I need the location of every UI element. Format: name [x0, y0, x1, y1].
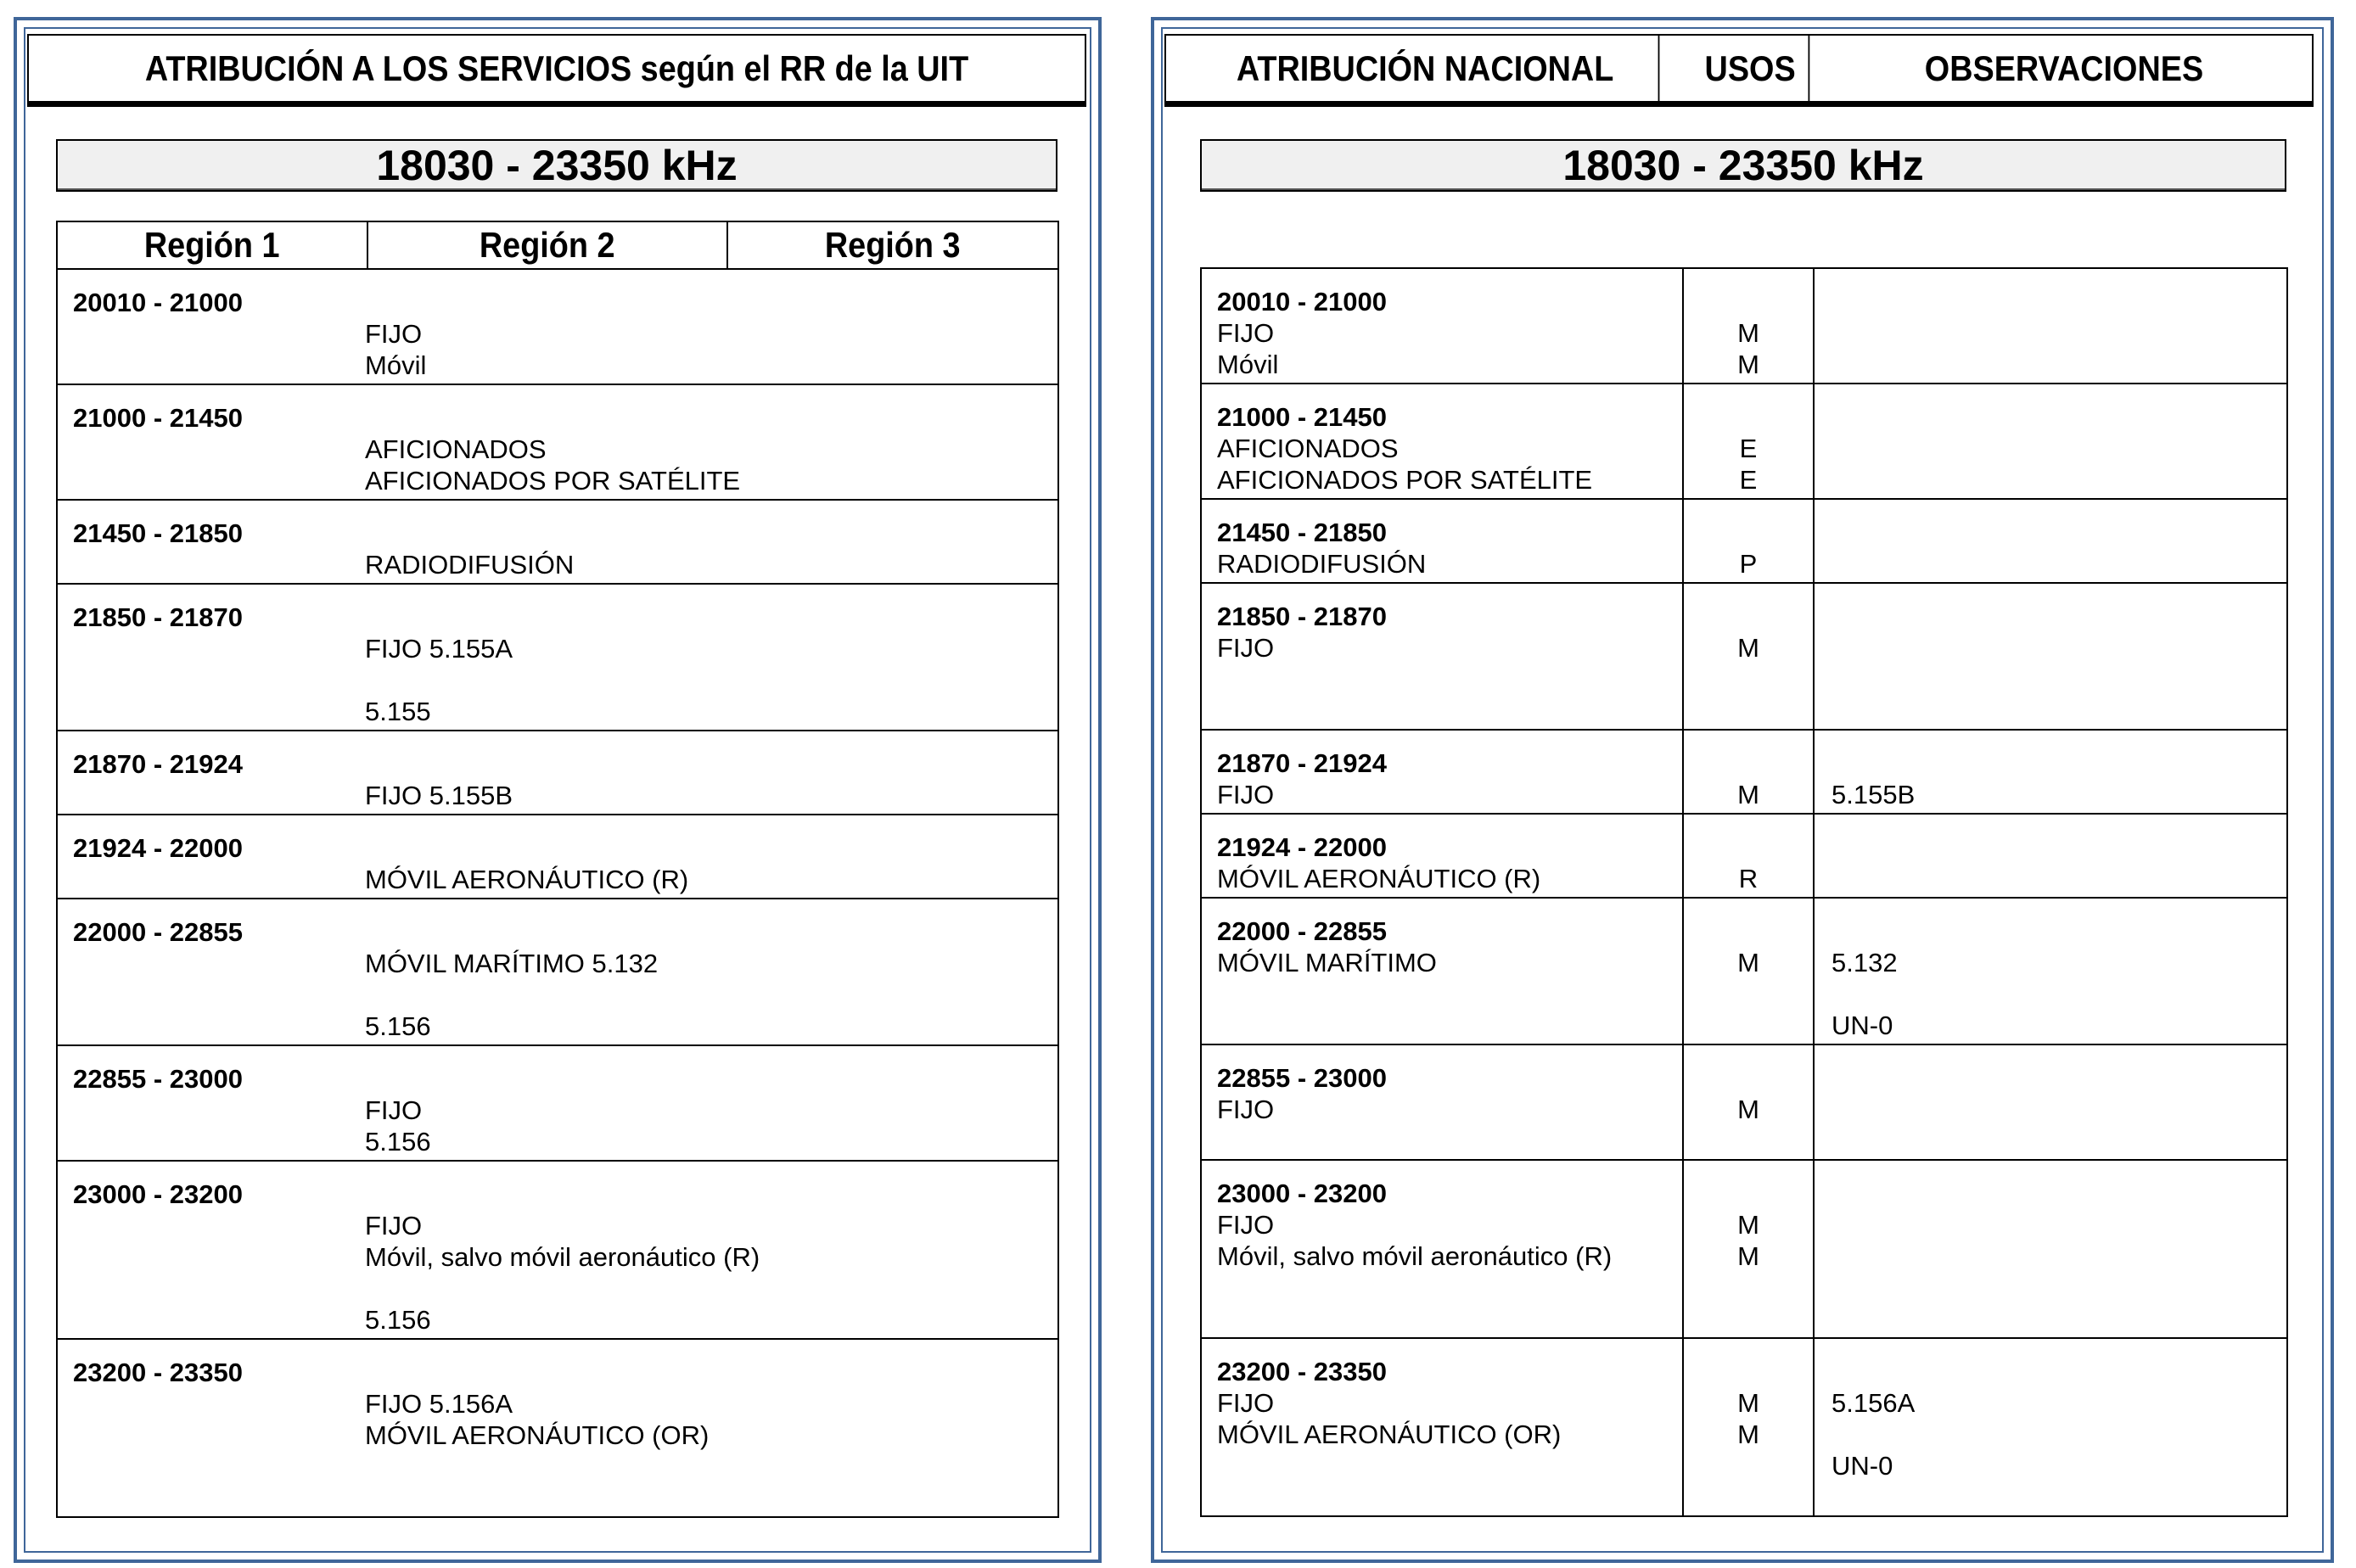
usage-code: M — [1737, 1420, 1759, 1449]
national-cell — [1201, 384, 1683, 499]
observation-note: 5.132 — [1832, 948, 1898, 977]
national-row — [1201, 499, 2287, 583]
region-1-header: Región 1 — [57, 221, 367, 269]
observation-note: UN-0 — [1832, 1451, 1893, 1481]
usage-code: M — [1737, 948, 1759, 977]
allocation-row — [57, 1161, 1058, 1339]
frequency-range: 23200 - 23350 — [1217, 1357, 1387, 1386]
usage-code: M — [1737, 780, 1759, 809]
usos-cell — [1683, 1044, 1814, 1160]
usos-title: USOS — [1692, 36, 1810, 101]
allocation-cell — [57, 815, 1058, 899]
frequency-range: 23200 - 23350 — [73, 1358, 243, 1387]
service-line: AFICIONADOS POR SATÉLITE — [1217, 465, 1593, 495]
allocation-cell — [57, 731, 1058, 815]
usage-code: M — [1737, 318, 1759, 348]
allocation-content — [58, 1162, 1057, 1336]
service-line: MÓVIL AERONÁUTICO (OR) — [365, 1420, 710, 1450]
allocation-content — [58, 585, 1057, 727]
allocation-row — [57, 384, 1058, 500]
national-cell — [1201, 1160, 1683, 1338]
service-line: AFICIONADOS — [1217, 434, 1399, 463]
usage-code: M — [1737, 633, 1759, 663]
national-row — [1201, 1160, 2287, 1338]
usage-code: M — [1737, 1095, 1759, 1124]
allocation-cell — [57, 500, 1058, 584]
usos-cell — [1683, 583, 1814, 730]
observation-note: UN-0 — [1832, 1011, 1893, 1040]
national-cell — [1201, 814, 1683, 898]
observaciones-cell — [1814, 1044, 2287, 1160]
allocation-row — [57, 500, 1058, 584]
service-line: FIJO — [365, 319, 423, 349]
frequency-range: 21850 - 21870 — [73, 602, 243, 632]
observaciones-title: OBSERVACIONES — [1924, 48, 2204, 88]
national-row — [1201, 384, 2287, 499]
observaciones-cell — [1814, 499, 2287, 583]
frequency-range: 22000 - 22855 — [73, 917, 243, 947]
national-band-range: 18030 - 23350 kHz — [1200, 139, 2286, 192]
national-cell — [1201, 1338, 1683, 1516]
service-line: FIJO — [1217, 318, 1275, 348]
national-cell — [1201, 1044, 1683, 1160]
observaciones-cell — [1814, 814, 2287, 898]
allocation-row — [57, 731, 1058, 815]
service-line: 5.155 — [365, 697, 431, 726]
service-line: Móvil — [365, 350, 427, 380]
frequency-range: 21924 - 22000 — [1217, 832, 1387, 862]
usage-code: R — [1738, 864, 1759, 893]
observaciones-cell — [1814, 384, 2287, 499]
observaciones-cell — [1814, 898, 2287, 1044]
national-cell — [1201, 898, 1683, 1044]
observaciones-cell — [1814, 1160, 2287, 1338]
observation-note: 5.156A — [1832, 1388, 1916, 1418]
service-line: FIJO 5.156A — [365, 1389, 513, 1419]
usos-cell — [1683, 814, 1814, 898]
usage-code: M — [1737, 1388, 1759, 1418]
usage-code: M — [1737, 350, 1759, 379]
itu-allocation-header — [27, 34, 1086, 107]
frequency-range: 20010 - 21000 — [1217, 287, 1387, 316]
itu-band-range: 18030 - 23350 kHz — [56, 139, 1057, 192]
service-line: MÓVIL MARÍTIMO — [1217, 948, 1437, 977]
frequency-range: 21870 - 21924 — [73, 749, 243, 779]
itu-allocation-title: ATRIBUCIÓN A LOS SERVICIOS según el RR de la UIT — [144, 48, 969, 88]
usos-cell — [1683, 1160, 1814, 1338]
frequency-range: 20010 - 21000 — [73, 288, 243, 317]
usos-cell — [1683, 268, 1814, 384]
national-row — [1201, 1044, 2287, 1160]
frequency-range: 23000 - 23200 — [1217, 1179, 1387, 1208]
national-allocation-title: ATRIBUCIÓN NACIONAL — [1192, 36, 1660, 101]
usage-code: M — [1737, 1241, 1759, 1271]
service-line: FIJO — [365, 1211, 423, 1240]
service-line: RADIODIFUSIÓN — [1217, 549, 1427, 579]
usage-code: P — [1739, 549, 1758, 579]
national-header — [1164, 34, 2314, 107]
service-line: FIJO — [1217, 1210, 1275, 1240]
frequency-range: 21000 - 21450 — [1217, 402, 1387, 432]
service-line: FIJO 5.155A — [365, 634, 513, 664]
observaciones-cell — [1814, 583, 2287, 730]
allocation-row — [57, 584, 1058, 731]
service-line: FIJO — [365, 1095, 423, 1125]
allocation-cell — [57, 899, 1058, 1045]
service-line: FIJO — [1217, 1388, 1275, 1418]
national-row — [1201, 730, 2287, 814]
usos-cell — [1683, 730, 1814, 814]
national-row — [1201, 898, 2287, 1044]
allocation-row — [57, 815, 1058, 899]
service-line: MÓVIL AERONÁUTICO (R) — [1217, 864, 1541, 893]
service-line: MÓVIL AERONÁUTICO (OR) — [1217, 1420, 1562, 1449]
frequency-range: 21870 - 21924 — [1217, 748, 1387, 778]
allocation-content — [58, 899, 1057, 1042]
allocation-row — [57, 1045, 1058, 1161]
service-line: AFICIONADOS POR SATÉLITE — [365, 466, 741, 496]
service-line: MÓVIL AERONÁUTICO (R) — [365, 865, 689, 894]
allocation-content — [58, 1340, 1057, 1451]
service-line: FIJO — [1217, 633, 1275, 663]
allocation-cell — [57, 384, 1058, 500]
frequency-range: 22855 - 23000 — [1217, 1063, 1387, 1093]
allocation-content — [58, 1046, 1057, 1157]
frequency-range: 21450 - 21850 — [1217, 518, 1387, 547]
frequency-range: 22855 - 23000 — [73, 1064, 243, 1094]
frequency-range: 21924 - 22000 — [73, 833, 243, 863]
region-3-header: Región 3 — [727, 221, 1058, 269]
allocation-cell — [57, 1339, 1058, 1517]
frequency-range: 23000 - 23200 — [73, 1179, 243, 1209]
frequency-range: 21000 - 21450 — [73, 403, 243, 433]
itu-allocation-table — [56, 221, 1059, 1518]
observaciones-cell — [1814, 268, 2287, 384]
service-line: FIJO 5.155B — [365, 781, 513, 810]
frequency-range: 21450 - 21850 — [73, 518, 243, 548]
frequency-range: 21850 - 21870 — [1217, 602, 1387, 631]
service-line: Móvil, salvo móvil aeronáutico (R) — [365, 1242, 760, 1272]
national-cell — [1201, 583, 1683, 730]
service-line: FIJO — [1217, 1095, 1275, 1124]
national-row — [1201, 814, 2287, 898]
service-line: RADIODIFUSIÓN — [365, 550, 575, 580]
frequency-range: 22000 - 22855 — [1217, 916, 1387, 946]
national-cell — [1201, 730, 1683, 814]
national-row — [1201, 268, 2287, 384]
allocation-row — [57, 1339, 1058, 1517]
service-line: 5.156 — [365, 1127, 431, 1156]
national-cell — [1201, 268, 1683, 384]
service-line: FIJO — [1217, 780, 1275, 809]
usos-cell — [1683, 898, 1814, 1044]
allocation-content — [58, 385, 1057, 496]
usage-code: E — [1739, 434, 1758, 463]
national-row — [1201, 1338, 2287, 1516]
national-row — [1201, 583, 2287, 730]
allocation-cell — [57, 1045, 1058, 1161]
usos-cell — [1683, 499, 1814, 583]
allocation-cell — [57, 1161, 1058, 1339]
allocation-row — [57, 899, 1058, 1045]
usos-cell — [1683, 1338, 1814, 1516]
service-line: MÓVIL MARÍTIMO 5.132 — [365, 949, 659, 978]
allocation-content — [58, 815, 1057, 895]
observaciones-cell — [1814, 730, 2287, 814]
usage-code: E — [1739, 465, 1758, 495]
usos-cell — [1683, 384, 1814, 499]
national-cell — [1201, 499, 1683, 583]
allocation-content — [58, 731, 1057, 811]
observaciones-cell — [1814, 1338, 2287, 1516]
allocation-cell — [57, 584, 1058, 731]
allocation-content — [58, 501, 1057, 580]
national-allocation-table — [1200, 267, 2288, 1517]
service-line: Móvil — [1217, 350, 1279, 379]
usage-code: M — [1737, 1210, 1759, 1240]
region-2-header: Región 2 — [367, 221, 727, 269]
observation-note: 5.155B — [1832, 780, 1916, 809]
service-line: 5.156 — [365, 1011, 431, 1041]
allocation-content — [58, 270, 1057, 381]
service-line: Móvil, salvo móvil aeronáutico (R) — [1217, 1241, 1613, 1271]
allocation-row — [57, 269, 1058, 384]
allocation-cell — [57, 269, 1058, 384]
service-line: 5.156 — [365, 1305, 431, 1335]
service-line: AFICIONADOS — [365, 434, 547, 464]
